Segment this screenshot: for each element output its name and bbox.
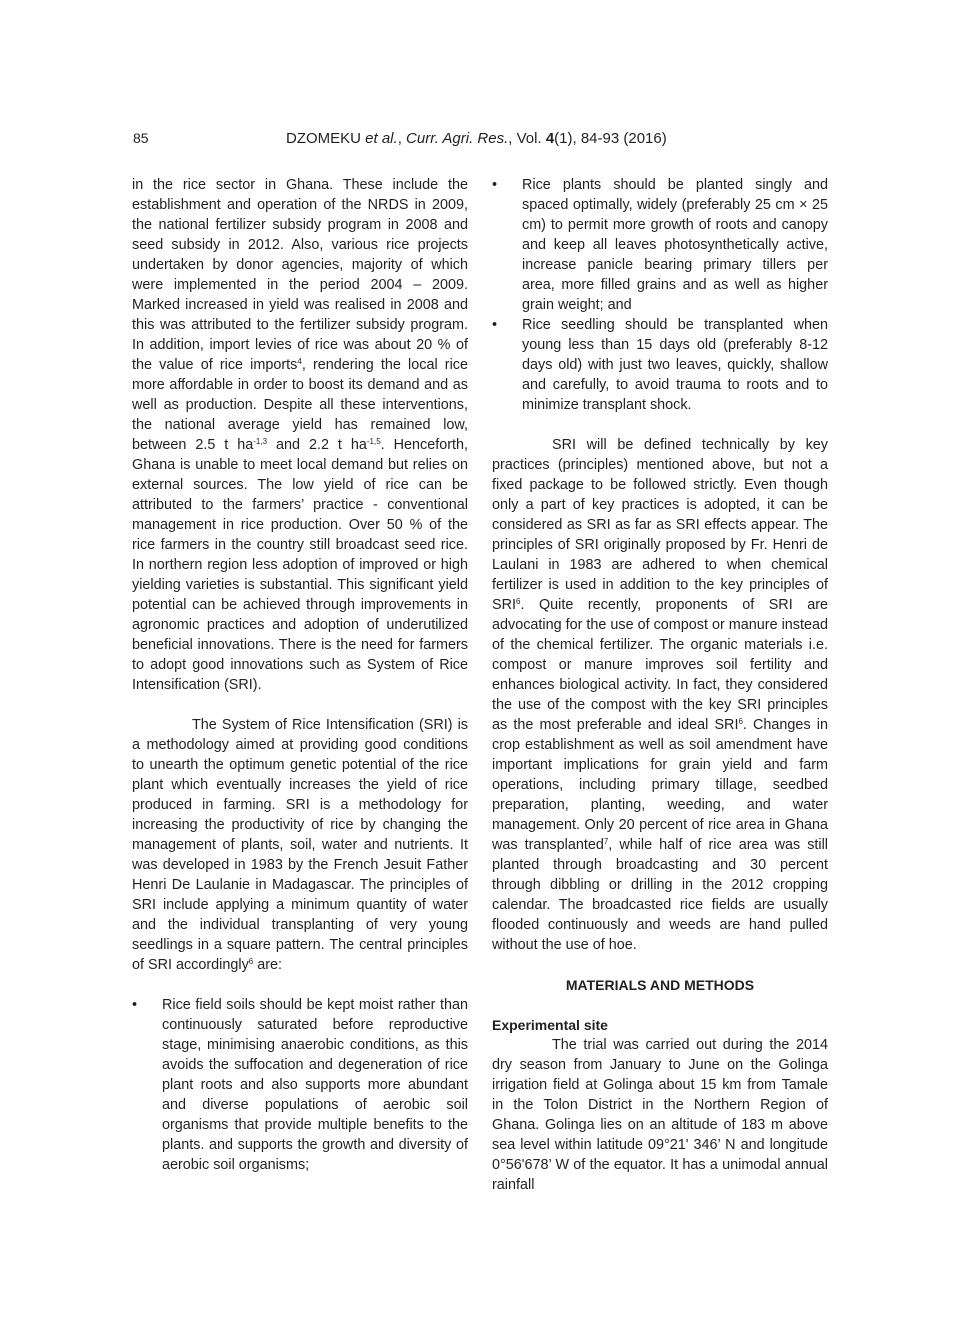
text: The System of Rice Intensification (SRI) is a methodology aimed at providing good conditions to unearth the optimum genetic potential of the rice plant which eventually increases the yield of rice produced in farming. SRI is a methodology for increasing the productivity of rice by changing the management of plants, soil, water and nutrients. It was developed in 1983 by the French Jesuit Father Henri De Laulanie in Madagascar. The principles of SRI include applying a minimum quantity of water and the individual transplanting of very young seedlings in a square pattern. The central principles of SRI accordingly [132,717,468,973]
header-et-al: et al. [361,130,398,147]
text: in the rice sector in Ghana. These include the establishment and operation of the NRDS in 2009, the national fertilizer subsidy program in 2008 and seed subsidy in 2012. Also, various rice projects undertaken by donor agencies, majority of which were implemented in the period 2004 – 2009. Marked increased in yield was realised in 2008 and this was attributed to the fertilizer subsidy program. In addition, import levies of rice was about 20 % of the value of rice imports [132,177,468,373]
bullet-text: Rice plants should be planted singly and spaced optimally, widely (preferably 25 cm × 25 cm) to permit more growth of roots and canopy and keep all leaves photosynthetically active, increase panicle bearing primary tillers per area, more filled grains and as well as higher grain weight; and [522,177,828,313]
text: are: [253,957,283,973]
citation-ref: 7 [603,837,609,846]
citation-ref: 6 [738,717,743,726]
paragraph-rice-sector [132,175,468,695]
running-header [0,130,960,150]
paragraph-sri-practices [492,435,828,955]
citation-ref: -1,3 [253,437,268,446]
citation-ref: 4 [297,357,302,366]
section-heading-materials-methods: MATERIALS AND METHODS [565,977,755,993]
header-vol-prefix: , Vol. [508,130,546,147]
paragraph-experimental-site [492,1035,828,1195]
header-authors: DZOMEKU [286,130,361,147]
text: , while half of rice area was still planted through broadcasting and 30 percent through dibbling or drilling in the 2012 cropping calendar. The broadcasted rice fields are usually flooded continuously and weeds are hand pulled without the use of hoe. [492,837,828,953]
bullet-text: Rice seedling should be transplanted when young less than 15 days old (preferably 8-12 days old) with just two leaves, quickly, shallow and carefully, to avoid trauma to roots and to minimize transplant shock. [522,317,828,413]
page-number: 85 [133,130,149,146]
text: The trial was carried out during the 2014 dry season from January to June on the Golinga irrigation field at Golinga about 15 km from Tamale in the Tolon District in the Northern Region of Ghana. Golinga lies on an altitude of 183 m above sea level within latitude 09°21' 346’ N and longitude 0°56'678’ W of the equator. It has a unimodal annual rainfall [492,1037,828,1193]
subsection-heading-experimental-site: Experimental site [492,1017,608,1033]
citation-ref: 6 [248,957,254,966]
citation-header [286,130,667,147]
bullet-text: Rice field soils should be kept moist rather than continuously saturated before reproductive stage, minimising anaerobic conditions, as this avoids the suffocation and degeneration of rice plant roots and also supports more abundant and diverse populations of aerobic soil organisms that provide multiple benefits to the plants. and supports the growth and diversity of aerobic soil organisms; [162,997,468,1173]
bullet-item-transplanting [492,315,828,415]
text: . Changes in crop establishment as well as soil amendment have important implications for grain yield and farm operations, including primary tillage, seedbed preparation, planting, weeding, and water management. Only 20 percent of rice area in Ghana was transplanted [492,717,828,853]
text: . Quite recently, proponents of SRI are advocating for the use of compost or manure instead of the chemical fertilizer. The organic materials i.e. compost or manure improves soil fertility and enhances biological activity. In fact, they considered the use of the compost with the key SRI principles as the most preferable and ideal SRI [492,597,828,733]
bullet-item-spacing [492,175,828,315]
header-volume: 4 [545,130,555,147]
bullet-icon: • [492,317,498,333]
text: SRI will be defined technically by key practices (principles) mentioned above, but not a fixed package to be followed strictly. Even though only a part of key practices is adopted, it can be considered as SRI as far as SRI effects appear. The principles of SRI originally proposed by Fr. Henri de Laulani in 1983 are adhered to when chemical fertilizer is used in addition to the key principles of SRI [492,437,828,613]
text: . Henceforth, Ghana is unable to meet local demand but relies on external sources. The low yield of rice can be attributed to the farmers’ practice - conventional management in rice production. Over 50 % of the rice farmers in the country still broadcast seed rice. In northern region less adoption of improved or high yielding varieties is substantial. This significant yield potential can be achieved through improvements in agronomic practices and adoption of underutilized beneficial innovations. There is the need for farmers to adopt good innovations such as System of Rice Intensification (SRI). [132,437,469,693]
bullet-item-soil-moisture [132,995,468,1175]
header-issue-pages-year: (1), 84-93 (2016) [554,130,667,147]
right-column [492,175,828,1195]
citation-ref: 6 [516,597,521,606]
text: , rendering the local rice more affordable in order to boost its demand and as well as production. Despite all these interventions, the national average yield has remained low, between 2.5 t ha [132,357,468,453]
citation-ref: -1,5 [366,437,381,446]
text: and 2.2 t ha [267,437,367,453]
header-separator: , [397,130,407,147]
left-column [132,175,468,1175]
paragraph-sri-definition [132,715,468,975]
bullet-icon: • [492,177,498,193]
bullet-icon: • [132,997,138,1013]
header-journal: Curr. Agri. Res. [406,130,509,147]
